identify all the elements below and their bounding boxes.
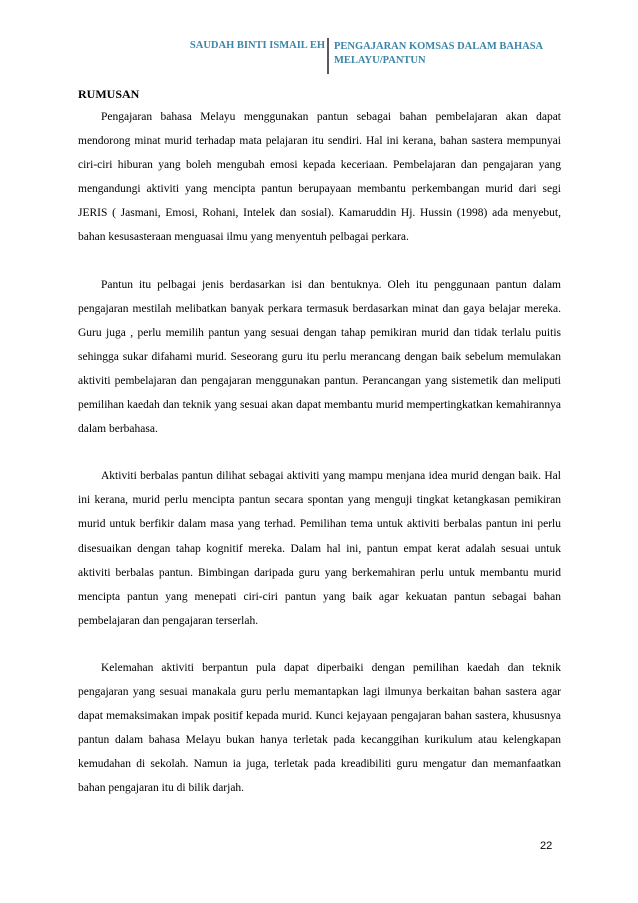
paragraph-2: Pantun itu pelbagai jenis berdasarkan isi dan bentuknya. Oleh itu penggunaan pantun dalam pengajaran mestilah melibatkan banyak perkara termasuk berdasarkan minat dan gaya belajar mereka. Guru juga , perlu memilih pantun yang sesuai dengan tahap pemikiran murid dan tidak terlalu puitis sehingga sukar difahami murid. Seseorang guru itu perlu merancang dengan baik sebelum memulakan aktiviti pembelajaran dan pengajaran menggunakan pantun. Perancangan yang sistemetik dan meliputi pemilihan kaedah dan teknik yang sesuai akan dapat membantu murid mempertingkatkan kemahirannya dalam berbahasa.: [78, 278, 561, 436]
paragraph-4: Kelemahan aktiviti berpantun pula dapat diperbaiki dengan pemilihan kaedah dan teknik pengajaran yang sesuai manakala guru perlu memantapkan lagi ilmunya berkaitan bahan sastera agar dapat memaksimakan impak positif kepada murid. Kunci kejayaan pengajaran bahan sastera, khususnya pantun dalam bahasa Melayu bukan hanya terletak pada kecanggihan kurikulum atau kelengkapan kemudahan di sekolah. Namun ia juga, terletak pada kreadibiliti guru mengatur dan memanfaatkan bahan pengajaran itu di bilik darjah.: [78, 661, 561, 795]
section-heading: RUMUSAN: [78, 87, 140, 101]
paragraph-1: Pengajaran bahasa Melayu menggunakan pantun sebagai bahan pembelajaran akan dapat mendorong minat murid terhadap mata pelajaran itu sendiri. Hal ini kerana, bahan sastera mempunyai ciri-ciri hiburan yang boleh mengubah emosi kepada keceriaan. Pembelajaran dan pengajaran yang mengandungi aktiviti yang mencipta pantun berupayaan membantu perkembangan murid dari segi JERIS ( Jasmani, Emosi, Rohani, Intelek dan sosial). Kamaruddin Hj. Hussin (1998) ada menyebut, bahan kesusasteraan menguasai ilmu yang menyentuh pelbagai perkara.: [78, 111, 561, 244]
paragraph-3: Aktiviti berbalas pantun dilihat sebagai aktiviti yang mampu menjana idea murid dengan baik. Hal ini kerana, murid perlu mencipta pantun secara spontan yang menguji tingkat ketangkasan pemikiran murid untuk berfikir dalam masa yang terhad. Pemilihan tema untuk aktiviti berbalas pantun ini perlu disesuaikan dengan tahap kognitif mereka. Dalam hal ini, pantun empat kerat adalah sesuai untuk aktiviti berbalas pantun. Bimbingan daripada guru yang berkemahiran perlu untuk membantu murid mencipta pantun yang menepati ciri-ciri pantun yang baik agar kekuatan pantun sebagai bahan pembelajaran dan pengajaran terserlah.: [78, 470, 561, 627]
header-title: PENGAJARAN KOMSAS DALAM BAHASA MELAYU/PANTUN: [334, 41, 543, 66]
header-divider: [327, 38, 329, 74]
page-header: [0, 38, 638, 78]
header-author: SAUDAH BINTI ISMAIL EH: [189, 40, 325, 51]
document-body: [78, 86, 561, 823]
page-number: 22: [540, 840, 553, 852]
